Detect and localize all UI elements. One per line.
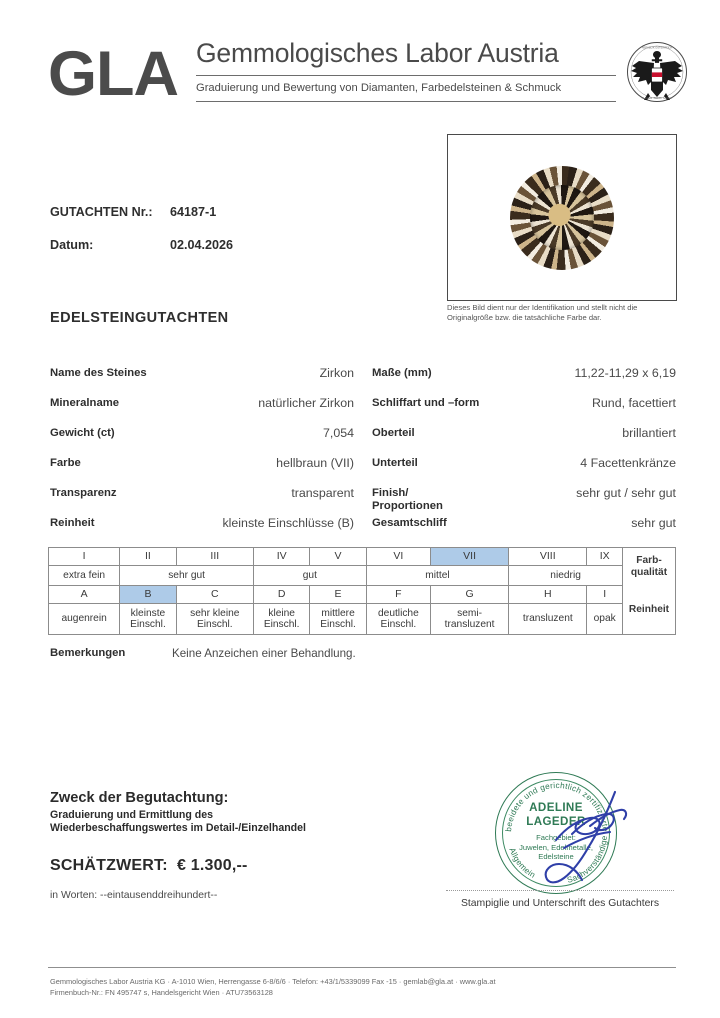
property-row [372, 486, 676, 516]
property-row [372, 516, 676, 546]
property-row [50, 366, 354, 396]
property-label [372, 366, 432, 380]
clarity-grade-cell: C [176, 586, 253, 604]
property-value: brillantiert [622, 426, 676, 440]
header-titles [196, 36, 616, 102]
property-label [372, 486, 443, 513]
color-quality-side-label [623, 548, 676, 586]
color-grade-cell: III [176, 548, 253, 566]
gla-logo: GLA [48, 39, 178, 109]
property-label [372, 396, 479, 410]
clarity-desc-cell: sehr kleine Einschl. [176, 604, 253, 635]
properties-left-column [50, 366, 354, 546]
property-row [50, 516, 354, 546]
color-group-cell: niedrig [509, 566, 623, 586]
certificate-number-value: 64187-1 [170, 205, 217, 219]
stamp-name-line2: LAGEDER [526, 815, 586, 828]
property-label-line1: Oberteil [372, 427, 415, 439]
property-row [372, 396, 676, 426]
certificate-date-value: 02.04.2026 [170, 238, 234, 252]
color-grade-cell: VI [366, 548, 430, 566]
certificate-number-row [50, 205, 380, 219]
color-symbols-row [49, 548, 676, 566]
footer-line-1: Gemmologisches Labor Austria KG · A-1010 Wien, Herrengasse 6-8/6/6 · Telefon: +43/1/5339099 Fax -15 · gemlab@gla.at · www.gla.at [50, 977, 496, 986]
estimate-label: SCHÄTZWERT: [50, 857, 168, 874]
grading-scale-table [48, 547, 676, 635]
lab-name: Gemmologisches Labor Austria [196, 38, 559, 68]
property-label [372, 516, 447, 530]
property-value: natürlicher Zirkon [258, 396, 354, 410]
lab-tagline: Graduierung und Bewertung von Diamanten, Farbedelsteinen & Schmuck [196, 82, 562, 94]
property-value: hellbraun (VII) [276, 456, 354, 470]
clarity-desc-cell: augenrein [49, 604, 120, 635]
stamp-and-signature [440, 768, 680, 913]
clarity-desc-cell: deutliche Einschl. [366, 604, 430, 635]
color-grade-cell: IV [253, 548, 309, 566]
clarity-grade-cell: G [431, 586, 509, 604]
property-label: Gewicht (ct) [50, 427, 115, 439]
property-label [372, 426, 415, 440]
properties-right-column [372, 366, 676, 546]
property-value: transparent [291, 486, 354, 500]
property-value: 4 Facettenkränze [580, 456, 676, 470]
property-value: 11,22-11,29 x 6,19 [574, 366, 676, 380]
document-type-heading: EDELSTEINGUTACHTEN [50, 310, 229, 326]
clarity-grade-cell: D [253, 586, 309, 604]
clarity-grade-cell-selected: B [120, 586, 176, 604]
property-row [372, 456, 676, 486]
clarity-desc-cell: mittlere Einschl. [310, 604, 366, 635]
stamp-sub-line2: Juwelen, Edelmetalle, [519, 842, 593, 852]
color-group-cell: extra fein [49, 566, 120, 586]
color-groups-row [49, 566, 676, 586]
property-value: Rund, facettiert [591, 396, 676, 410]
remarks-row [50, 647, 356, 660]
footer-divider [48, 967, 676, 968]
property-label-line1: Unterteil [372, 457, 418, 469]
clarity-desc-cell: semi- transluzent [431, 604, 509, 635]
property-label: Name des Steines [50, 367, 147, 379]
clarity-desc-cell: transluzent [509, 604, 587, 635]
color-grade-cell-selected: VII [431, 548, 509, 566]
property-label-line2: Proportionen [372, 500, 443, 512]
certificate-info [50, 205, 380, 271]
clarity-descriptions-row [49, 604, 676, 635]
clarity-grade-cell: I [587, 586, 623, 604]
purpose-block [50, 790, 390, 835]
estimate-amount: € 1.300,-- [177, 857, 248, 874]
property-row [50, 426, 354, 456]
clarity-grade-cell: H [509, 586, 587, 604]
stamp-caption: Stampiglie und Unterschrift des Gutachters [460, 898, 660, 909]
property-value: Zirkon [319, 366, 354, 380]
svg-text:ALLGEM. BEEID. SACHV.: ALLGEM. BEEID. SACHV. [641, 97, 673, 100]
stamp-arc-top-text: beeidete und gerichtlich zertifizierte [504, 780, 610, 833]
property-row [50, 396, 354, 426]
clarity-symbols-row [49, 586, 676, 604]
svg-text:REPUBLIK ÖSTERREICH: REPUBLIK ÖSTERREICH [641, 46, 673, 50]
color-group-cell: mittel [366, 566, 508, 586]
property-value: sehr gut [631, 516, 676, 530]
color-grade-cell: VIII [509, 548, 587, 566]
property-label: Farbe [50, 457, 81, 469]
header-divider-bottom [196, 101, 616, 102]
property-label-line1: Maße (mm) [372, 367, 432, 379]
handwritten-signature [512, 778, 662, 898]
property-row [372, 366, 676, 396]
property-label [372, 456, 418, 470]
gemstone-properties [50, 366, 676, 546]
property-value: 7,054 [322, 426, 354, 440]
property-label: Reinheit [50, 517, 95, 529]
property-row [372, 426, 676, 456]
property-label-line1: Gesamtschliff [372, 517, 447, 529]
property-row [50, 456, 354, 486]
purpose-line-2: Wiederbeschaffungswertes im Detail-/Einzelhandel [50, 822, 306, 834]
stamp-name-line1: ADELINE [529, 801, 583, 814]
color-grade-cell: V [310, 548, 366, 566]
stamp-arc-bottom-text: Allgemein [507, 846, 537, 880]
property-value: kleinste Einschlüsse (B) [222, 516, 354, 530]
clarity-desc-cell: opak [587, 604, 623, 635]
certificate-date-row [50, 238, 380, 252]
header-divider-top [196, 75, 616, 76]
purpose-line-1: Graduierung und Ermittlung des [50, 809, 214, 821]
remarks-label: Bemerkungen [50, 647, 126, 659]
purpose-title: Zweck der Begutachtung: [50, 790, 229, 806]
signature-rule [446, 890, 674, 891]
property-label-line1: Schliffart und –form [372, 397, 480, 409]
property-value: sehr gut / sehr gut [576, 486, 676, 500]
property-label: Transparenz [50, 487, 117, 499]
document-header [48, 36, 674, 120]
gemstone-photo-caption: Dieses Bild dient nur der Identifikation und stellt nicht die Originalgröße bzw. die tatsächliche Farbe dar. [447, 303, 638, 322]
gemstone-image [510, 166, 614, 270]
clarity-grade-cell: E [310, 586, 366, 604]
stamp-sub-line3: Edelsteine [538, 852, 574, 861]
clarity-desc-cell: kleine Einschl. [253, 604, 309, 635]
austrian-eagle-emblem [626, 38, 688, 106]
stamp-arc-bottom-right-text: Sachverständige [566, 835, 610, 885]
estimate-in-words: in Worten: --eintausenddreihundert-- [50, 890, 218, 901]
color-side-label-line2: qualität [630, 566, 668, 578]
color-side-label-line1: Farb- [636, 555, 662, 567]
color-group-cell: gut [253, 566, 366, 586]
clarity-grade-cell: A [49, 586, 120, 604]
color-grade-cell: I [49, 548, 120, 566]
certificate-date-label: Datum: [50, 238, 94, 252]
color-group-cell: sehr gut [120, 566, 254, 586]
stamp-sub-line1: Fachgebiet: [536, 833, 576, 842]
footer-contact [50, 976, 680, 998]
clarity-grade-cell: F [366, 586, 430, 604]
clarity-side-label: Reinheit [623, 586, 676, 635]
color-grade-cell: IX [587, 548, 623, 566]
footer-line-2: Firmenbuch-Nr.: FN 495747 s, Handelsgericht Wien · ATU73563128 [50, 988, 273, 997]
property-label: Mineralname [50, 397, 120, 409]
clarity-desc-cell: kleinste Einschl. [120, 604, 176, 635]
certificate-number-label: GUTACHTEN Nr.: [50, 205, 153, 219]
remarks-value: Keine Anzeichen einer Behandlung. [172, 647, 356, 660]
property-row [50, 486, 354, 516]
property-label-line1: Finish/ [372, 487, 409, 499]
color-grade-cell: II [120, 548, 176, 566]
gemstone-photo-frame [447, 134, 677, 301]
estimated-value [50, 857, 248, 875]
